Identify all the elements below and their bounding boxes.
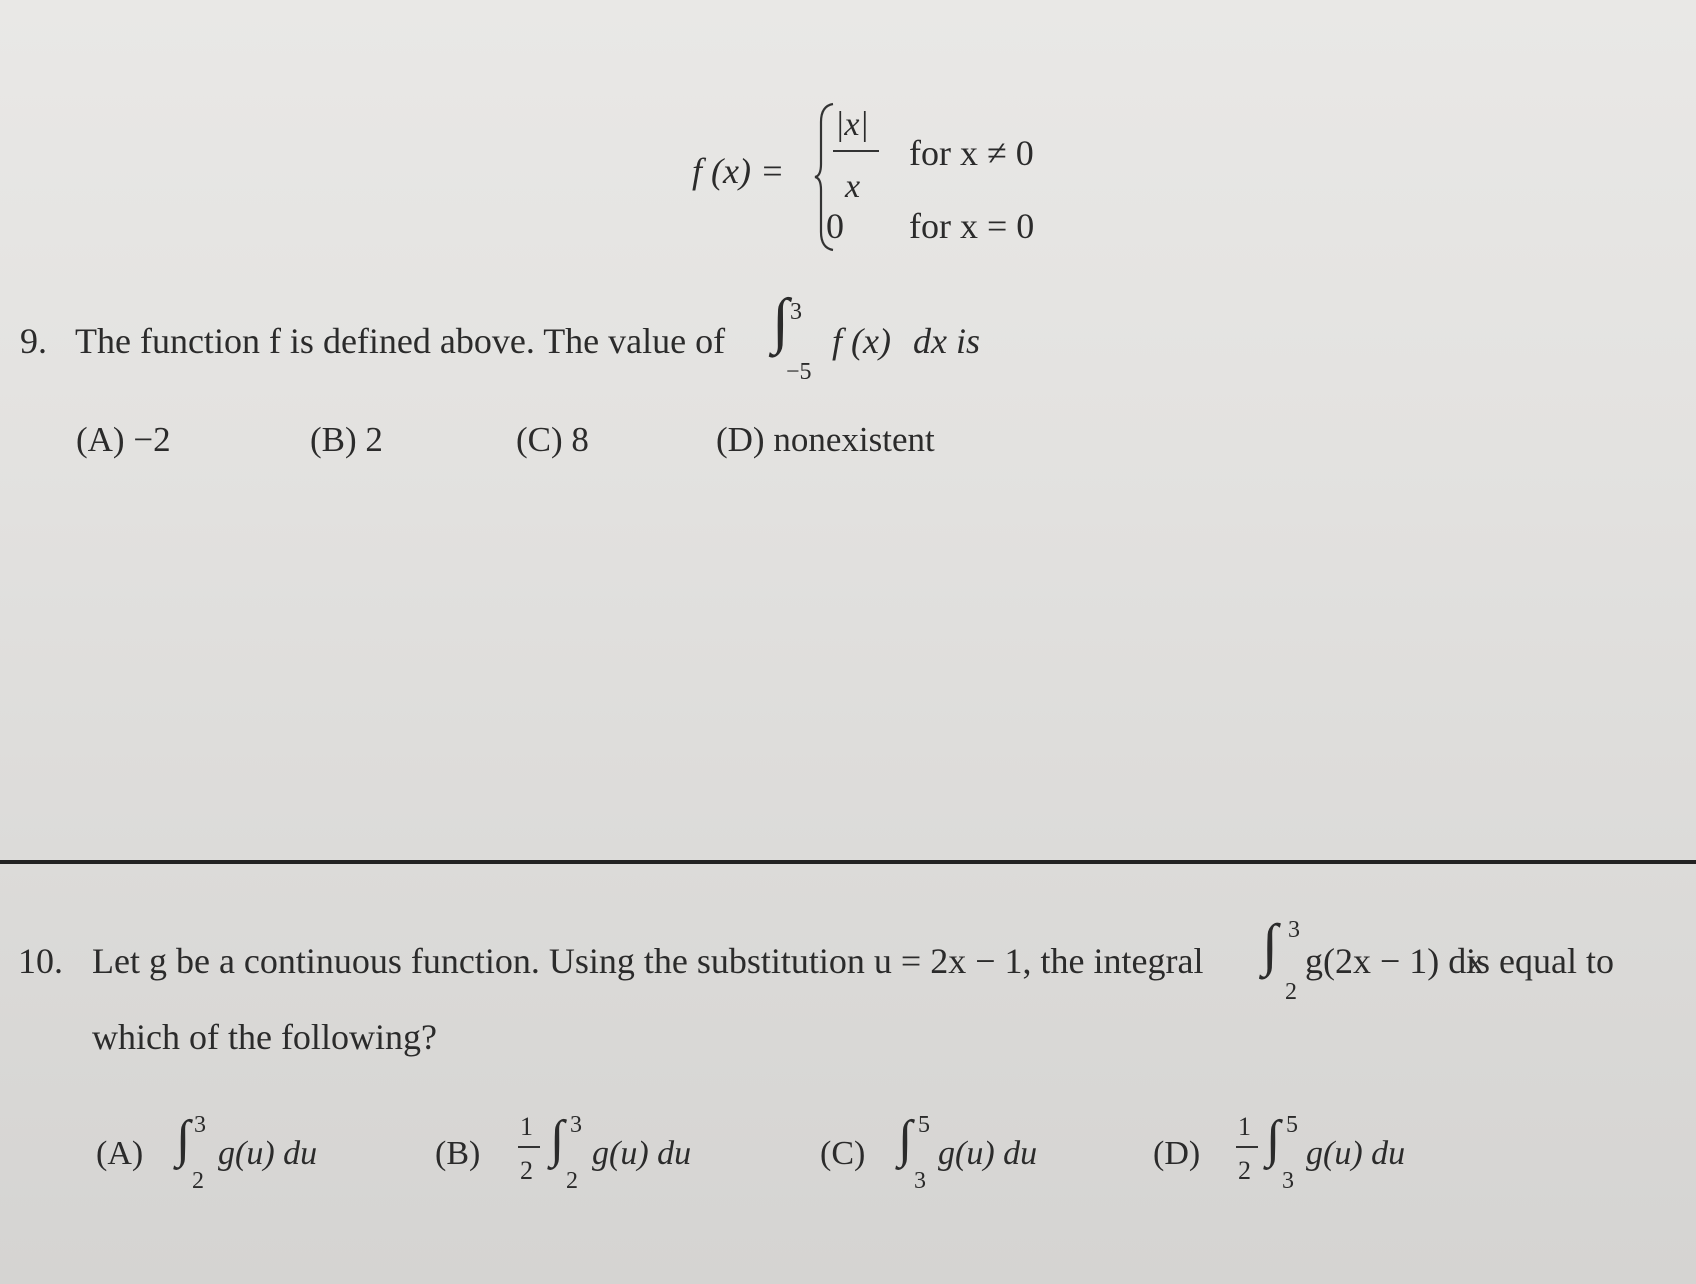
integrand: g(u) du [592, 1135, 692, 1172]
integral-upper-limit: 5 [918, 1112, 930, 1138]
integrand: f (x) [832, 321, 891, 361]
integrand: g(2x − 1) dx [1305, 941, 1485, 981]
choice-d[interactable]: (D) nonexistent [716, 420, 935, 459]
integral-upper-limit: 3 [1288, 917, 1300, 943]
integral-upper-limit: 3 [194, 1112, 206, 1138]
question-number: 9. [20, 321, 47, 361]
function-lhs: f (x) = [692, 151, 785, 191]
question-text: The function f is defined above. The value of [75, 321, 726, 361]
integral-lower-limit: 3 [1282, 1168, 1294, 1194]
zero-value: 0 [826, 206, 844, 246]
choice-label: (A) [96, 1135, 144, 1172]
fraction-bar [1236, 1146, 1258, 1148]
question-tail: is equal to [1466, 941, 1614, 981]
condition-nonzero: for x ≠ 0 [909, 133, 1034, 173]
fraction-denominator: x [845, 168, 861, 205]
integrand: g(u) du [938, 1135, 1038, 1172]
question-text: Let g be a continuous function. Using the substitution u = 2x − 1, the integral [92, 941, 1204, 981]
coefficient-numerator: 1 [520, 1112, 533, 1141]
integral-lower-limit: −5 [786, 359, 812, 385]
integral-lower-limit: 2 [1285, 979, 1297, 1005]
section-divider [0, 860, 1696, 864]
integral-lower-limit: 3 [914, 1168, 926, 1194]
choice-label: (B) [435, 1135, 481, 1172]
integral-upper-limit: 3 [570, 1112, 582, 1138]
question-text-line2: which of the following? [92, 1017, 437, 1057]
coefficient-denominator: 2 [520, 1156, 533, 1185]
integrand: g(u) du [1306, 1135, 1406, 1172]
choice-a[interactable]: (A) −2 [76, 420, 171, 459]
choice-b[interactable]: (B) 2 [310, 420, 383, 459]
fraction-numerator: |x| [835, 106, 869, 143]
integral-sign-icon: ∫ [1266, 1111, 1281, 1168]
coefficient-denominator: 2 [1238, 1156, 1251, 1185]
question-number: 10. [18, 941, 63, 981]
coefficient-numerator: 1 [1238, 1112, 1251, 1141]
integral-sign-icon: ∫ [898, 1111, 913, 1168]
integral-lower-limit: 2 [566, 1168, 578, 1194]
integral-sign-icon: ∫ [176, 1111, 191, 1168]
integral-sign-icon: ∫ [1262, 912, 1278, 977]
integral-upper-limit: 3 [790, 299, 802, 325]
choice-label: (C) [820, 1135, 866, 1172]
integral-lower-limit: 2 [192, 1168, 204, 1194]
condition-zero: for x = 0 [909, 206, 1035, 246]
choice-label: (D) [1153, 1135, 1201, 1172]
integral-sign-icon: ∫ [550, 1111, 565, 1168]
integrand: g(u) du [218, 1135, 318, 1172]
question-tail: dx is [913, 321, 980, 361]
integral-sign-icon: ∫ [772, 287, 789, 355]
fraction-bar [833, 150, 879, 152]
choice-c[interactable]: (C) 8 [516, 420, 589, 459]
integral-upper-limit: 5 [1286, 1112, 1298, 1138]
fraction-bar [518, 1146, 540, 1148]
